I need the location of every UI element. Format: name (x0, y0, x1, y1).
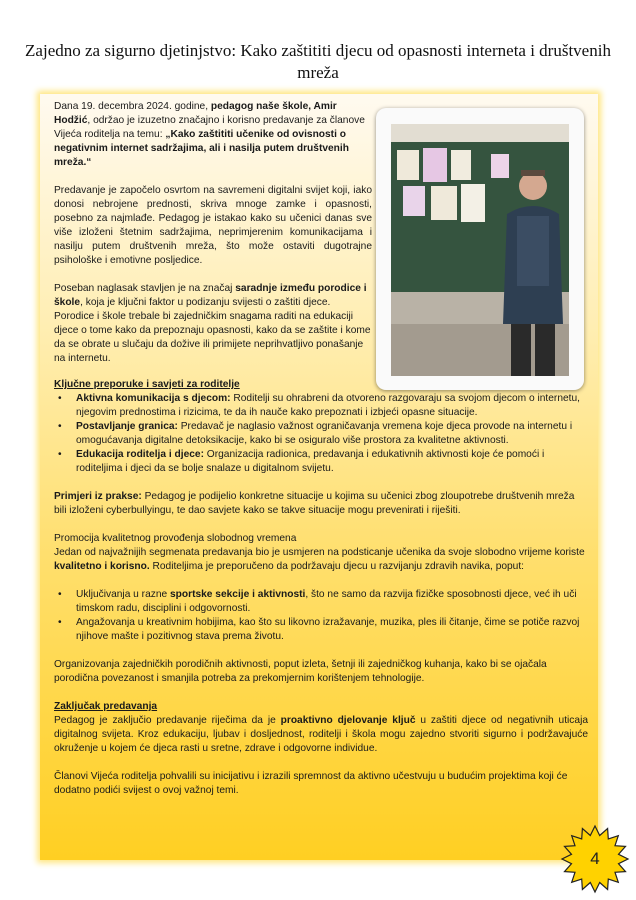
recommendations-heading: Ključne preporuke i savjeti za roditelje (54, 379, 240, 390)
leisure-text-2: Roditeljima je preporučeno da podržavaju djecu u razvijanju zdravih navika, poput: (149, 561, 525, 572)
family-paragraph: Organizovanja zajedničkih porodičnih aktivnosti, poput izleta, šetnji ili zajedničkog kuhanja, kako bi se ojačala porodična povezanost i smanjila potreba za prekomjernim korištenjem tehnologije. (54, 659, 547, 684)
item-text: Organizacija radionica, predavanja i edukativnih aktivnosti koje će pomoći i roditeljima i djeci da se bolje snalaze u digitalnom svijetu. (76, 449, 545, 474)
item-text: Uključivanja u razne (76, 589, 170, 600)
item-bold: sportske sekcije i aktivnosti (170, 589, 306, 600)
leisure-list (54, 588, 588, 644)
item-bold: Edukacija roditelja i djece: (76, 449, 204, 460)
conclusion-text: Pedagog je zaključio predavanje riječima da je (54, 715, 281, 726)
item-bold: Postavljanje granica: (76, 421, 178, 432)
leisure-paragraph (54, 532, 588, 574)
cooperation-text: Poseban naglasak stavljen je na značaj (54, 283, 236, 294)
leisure-bold: kvalitetno i korisno. (54, 561, 150, 572)
recommendations-list (54, 392, 588, 476)
lecture-topic: „Kako zaštititi učenike od ovisnosti o negativnim internet sadržajima, ali i nasilja putem društvenih mreža.“ (54, 129, 349, 168)
page-number: 4 (590, 849, 600, 868)
bullet-icon: • (58, 617, 62, 628)
conclusion-text-2: u zaštiti djece od negativnih uticaja digitalnog svijeta. Kroz edukaciju, ljubav i dosljednost, roditelji i škola mogu zajedno stvoriti sigurno i podržavajuće okruženje u kojem će djeca rasti u sretne, zdrave i odgovorne individue. (54, 715, 588, 754)
examples-bold: Primjeri iz prakse: (54, 491, 142, 502)
intro-paragraph (54, 100, 372, 170)
paragraph-opening: Predavanje je započelo osvrtom na savremeni digitalni svijet koji, iako donosi nebrojene prednosti, skriva mnoge zamke i opasnosti, posebno za najmlađe. Pedagog je istakao kako su učenici danas sve više izloženi štetnim sadržajima, neprimjerenim komunikacijama i nasilju putem društvenih mreža, što može ostaviti dugotrajne psihološke i emotivne posljedice. (54, 185, 372, 266)
item-text: Roditelji su ohrabreni da otvoreno razgovaraju sa svojom djecom o internetu, njegovim prednostima i rizicima, te da ih nauče kako prepoznati i izbjeći opasne situacije. (76, 393, 580, 418)
closing-paragraph: Članovi Vijeća roditelja pohvalili su inicijativu i izrazili spremnost da aktivno učestvuju u budućim projektima koji će dodatno podići svijest o ovoj važnoj temi. (54, 771, 568, 796)
page-title: Zajedno za sigurno djetinjstvo: Kako zaštititi djecu od opasnosti interneta i društvenih mreža (25, 41, 611, 82)
leisure-heading: Promocija kvalitetnog provođenja slobodnog vremena (54, 533, 297, 544)
cooperation-text-2: , koja je ključni faktor u podizanju svijesti o zaštiti djece. Porodice i škole trebale bi zajedničkim snagama raditi na edukaciji djece o tome kako da prepoznaju opasnosti, kako da se zaštite i kome da se obrate u slučaju da dožive ili primijete neprihvatljivo ponašanje na internetu. (54, 297, 371, 364)
leisure-text: Jedan od najvažnijih segmenata predavanja bio je usmjeren na podsticanje učenika da svoje slobodno vrijeme koriste (54, 547, 585, 558)
item-text: Predavač je naglasio važnost ograničavanja vremena koje djeca provode na internetu i omogućavanja digitalne detoksikacije, kako bi se osiguralo više prostora za kvalitetne aktivnosti. (76, 421, 573, 446)
item-bold: Aktivna komunikacija s djecom: (76, 393, 231, 404)
bullet-icon: • (58, 421, 62, 432)
conclusion-bold: proaktivno djelovanje ključ (280, 715, 416, 726)
examples-text: Pedagog je podijelio konkretne situacije u kojima su učenici zbog zloupotrebe društvenih mreža bili izloženi cyberbullyingu, te dao savjete kako se takve situacije mogu prevenirati i riješiti. (54, 491, 575, 516)
conclusion-heading: Zaključak predavanja (54, 701, 158, 712)
item-text: Angažovanja u kreativnim hobijima, kao što su likovno izražavanje, muzika, ples ili čitanje, čime se potiče razvoj njihove mašte i pozitivnog stava prema životu. (76, 617, 580, 642)
list-item (54, 420, 588, 448)
article-content (54, 100, 588, 812)
list-item (54, 616, 588, 644)
paragraph-cooperation (54, 282, 372, 366)
pedagog-name: pedagog naše škole, Amir Hodžić (54, 101, 337, 126)
conclusion-paragraph (54, 714, 588, 756)
list-item (54, 448, 588, 476)
intro-text-2: , održao je izuzetno značajno i korisno predavanje za članove Vijeća roditelja na temu: (54, 115, 365, 140)
bullet-icon: • (58, 393, 62, 404)
cooperation-bold: saradnje između porodice i škole (54, 283, 367, 308)
examples-paragraph (54, 490, 588, 518)
list-item (54, 588, 588, 616)
bullet-icon: • (58, 589, 62, 600)
intro-text: Dana 19. decembra 2024. godine, (54, 101, 211, 112)
bullet-icon: • (58, 449, 62, 460)
item-text-2: , što ne samo da razvija fizičke sposobnosti djece, već ih uči timskom radu, disciplini i odgovornosti. (76, 589, 577, 614)
list-item (54, 392, 588, 420)
